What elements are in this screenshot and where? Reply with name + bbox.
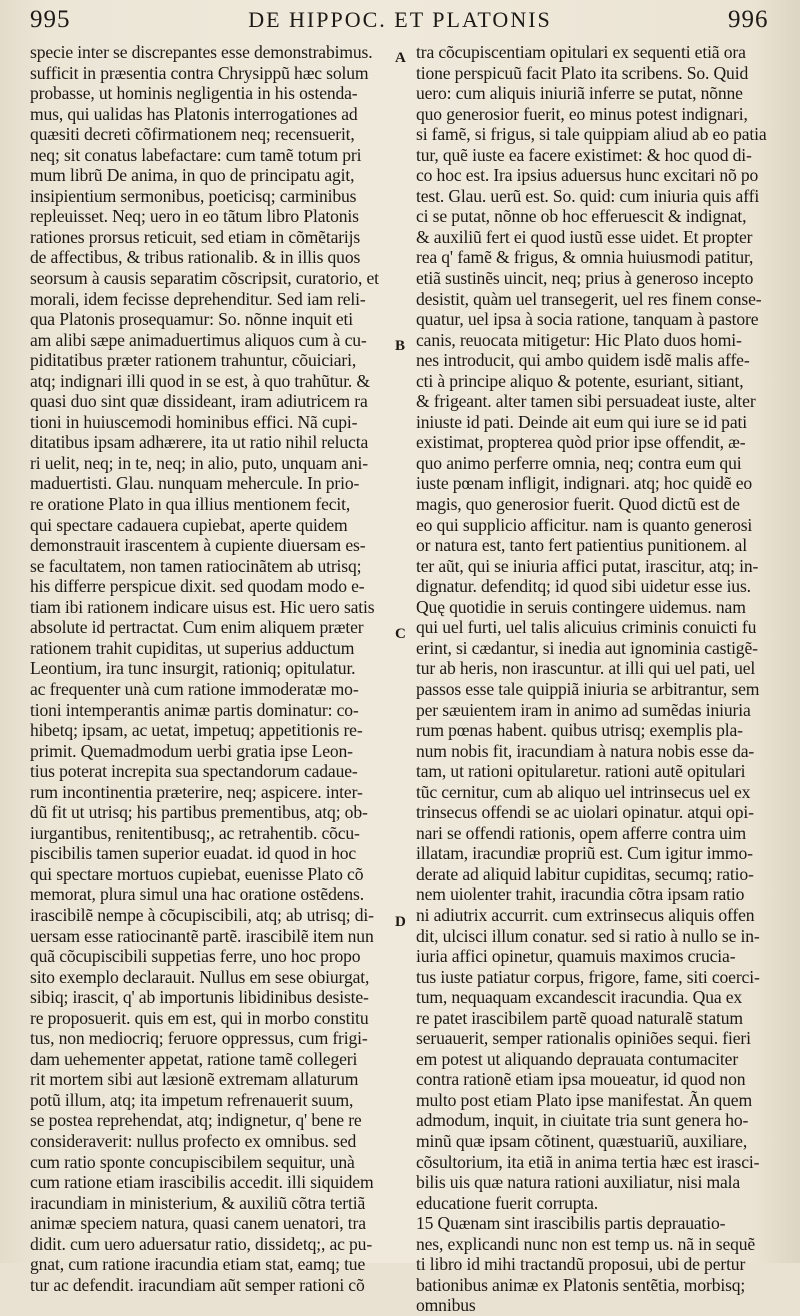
- text-line: derate ad aliquid labitur cupiditas, secumq; ratio-: [416, 863, 754, 884]
- text-line: ci se putat, nõnne ob hoc efferuescit & indignat,: [416, 206, 747, 227]
- left-page-number: 995: [30, 6, 71, 33]
- text-line: bationibus animæ ex Platonis sentẽtia, morbisq;: [416, 1274, 746, 1295]
- text-line: se postea reprehendat, atq; indignetur, q' bene re: [30, 1110, 362, 1131]
- text-line: qui spectare mortuos cupiebat, euenisse Plato cõ: [30, 863, 364, 884]
- text-line: gnat, cum ratione iracundia etiam stat, eamq; tue: [30, 1254, 366, 1275]
- text-line: seruauerit, semper rationalis opiniões sequi. fieri: [416, 1028, 751, 1049]
- text-line: Leontium, ira tunc insurgit, rationiq; opitulatur.: [30, 658, 356, 679]
- text-line: ac frequenter unà cum ratione immoderatæ mo-: [30, 678, 359, 699]
- text-line: qua Platonis prosequamur: So. nõnne inquit eti: [30, 309, 353, 330]
- text-line: tũc cernitur, cum ab aliquo uel intrinsecus uel ex: [416, 781, 751, 802]
- text-line: iuria affici opinetur, quamuis maximos crucia-: [416, 946, 736, 967]
- text-line: & frigeant. alter tamen sibi persuadeat iuste, alter: [416, 391, 756, 412]
- text-line: dũ fit ut utrisq; his partibus prementibus, atq; ob-: [30, 802, 368, 823]
- right-text-column: [416, 42, 778, 1316]
- text-line: animæ speciem natura, quasi canem uenatori, tra: [30, 1213, 366, 1234]
- text-line: rea q' famẽ & frigus, & omnia huiusmodi patitur,: [416, 247, 754, 268]
- text-line: repleuisset. Neq; uero in eo tãtum libro Platonis: [30, 206, 359, 227]
- text-line: sito exemplo declarauit. Nullus em sese obiurgat,: [30, 966, 370, 987]
- margin-marker-a: A: [395, 50, 406, 66]
- text-line: ti libro id mihi tractandũ proposui, ubi de pertur: [416, 1254, 746, 1275]
- text-line: educatione fuerit corrupta.: [416, 1192, 599, 1213]
- text-line: nes introducit, qui ambo quidem isdẽ malis affe-: [416, 350, 750, 371]
- text-line: trinsecus offendi se ac uiolari opinatur. atqui opi-: [416, 802, 754, 823]
- text-line: ditatibus ipsam adhærere, ita ut ratio nihil relucta: [30, 432, 369, 453]
- text-line: bilis uis quæ natura rationi auxiliatur, nisi mala: [416, 1172, 741, 1193]
- text-line: Quę quotidie in seruis contingere uidemus. nam: [416, 596, 746, 617]
- text-line: per sæuientem iram in animo ad sumẽdas iniuria: [416, 699, 751, 720]
- text-line: erint, si cædantur, si inedia aut ignominia castigẽ-: [416, 637, 758, 658]
- text-line: tus iuste patiatur corpus, frigore, fame, siti coerci-: [416, 966, 760, 987]
- text-line: iuste pœnam infligit, indignari. atq; hoc quidẽ eo: [416, 473, 752, 494]
- text-line: irascibilẽ nempe à cõcupiscibili, atq; ab utrisq; di-: [30, 904, 374, 925]
- text-line: sibiq; irascit, q' ab importunis libidinibus desiste-: [30, 987, 369, 1008]
- text-line: se facultatem, non tamen ratiocinãtem ab utrisq;: [30, 555, 362, 576]
- text-line: dam uehementer appetat, ratione tamẽ collegeri: [30, 1048, 358, 1069]
- right-page-number: 996: [728, 6, 769, 33]
- text-line: tur ac defendit. iracundiam aũt semper rationi cõ: [30, 1274, 365, 1295]
- text-line: re patet irascibilem partẽ quoad naturalẽ statum: [416, 1007, 743, 1028]
- text-line: dit, ulcisci illum conatur. sed si ratio à nullo se in-: [416, 925, 760, 946]
- text-line: rationem trahit cupiditas, ut superius adductum: [30, 637, 355, 658]
- text-line: tione perspicuũ facit Plato ita scribens. So. Quid: [416, 62, 749, 83]
- text-line: existimat, propterea quòd prior ipse offendit, æ-: [416, 432, 746, 453]
- text-line: absolute id pertractat. Cum enim aliquem præter: [30, 617, 364, 638]
- text-line: potũ illum, atq; ita impetum refrenauerit suum,: [30, 1089, 354, 1110]
- running-title: DE HIPPOC. ET PLATONIS: [248, 7, 552, 32]
- text-line: 15 Quænam sint irascibilis partis deprauatio-: [416, 1213, 726, 1234]
- text-line: de affectibus, & tribus rationalib. & in illis quos: [30, 247, 361, 268]
- text-line: si famẽ, si frigus, si tale quippiam aliud ab eo patia: [416, 124, 767, 145]
- text-line: tur ab heris, non irascuntur. at illi qui uel pati, uel: [416, 658, 756, 679]
- text-line: num nobis fit, iracundiam à natura nobis esse da-: [416, 740, 755, 761]
- margin-marker-d: D: [395, 914, 406, 930]
- text-line: am alibi sæpe animaduertimus aliquos cum à cu-: [30, 329, 367, 350]
- text-line: & auxiliũ fert ei quod iustũ esse uidet. Et propter: [416, 226, 753, 247]
- text-line: minũ quæ ipsam cõtinent, quæstuariũ, auxiliare,: [416, 1130, 748, 1151]
- text-line: iracundiam in ministerium, & auxiliũ cõtra tertiã: [30, 1192, 366, 1213]
- text-line: morali, idem fecisse deprehenditur. Sed iam reli-: [30, 288, 366, 309]
- text-line: uero: cum aliquis iniuriã inferre se putat, nõnne: [416, 83, 743, 104]
- text-line: quo generosior fuerit, eo minus potest indignari,: [416, 103, 748, 124]
- text-line: didit. cum uero aduersatur ratio, dissidetq;, ac pu-: [30, 1233, 373, 1254]
- text-line: ri uelit, neq; in te, neq; in alio, puto, unquam ani-: [30, 452, 368, 473]
- text-line: ni adiutrix accurrit. cum extrinsecus aliquis offen: [416, 904, 755, 925]
- text-line: tam, ut rationi opitularetur. rationi autẽ opitulari: [416, 761, 746, 782]
- text-line: qui spectare cadauera cupiebat, aperte quidem: [30, 514, 348, 535]
- text-line: hibetq; ipsam, ac uetat, impetuq; appetitionis re-: [30, 720, 363, 741]
- text-line: re oratione Plato in qua illius mentionem fecit,: [30, 494, 351, 515]
- text-line: tioni in huiuscemodi hominibus effici. Nã cupi-: [30, 411, 358, 432]
- text-line: iurgantibus, renitentibusq;, ac retrahentib. cõcu-: [30, 822, 360, 843]
- text-line: demonstrauit irascentem à cupiente diuersam es-: [30, 535, 366, 556]
- text-line: iniuste id pati. Deinde ait eum qui iure se id pati: [416, 411, 747, 432]
- text-line: qui uel furti, uel talis alicuius criminis conuicti fu: [416, 617, 757, 638]
- text-line: re proposuerit. quis em est, qui in morbo constitu: [30, 1007, 369, 1028]
- text-line: canis, reuocata mitigetur: Hic Plato duos homi-: [416, 329, 742, 350]
- text-line: omnibus: [416, 1295, 476, 1316]
- text-line: co hoc est. Ira ipsius aduersus hunc excitari nõ po: [416, 165, 759, 186]
- text-line: tra cõcupiscentiam opitulari ex sequenti etiã ora: [416, 42, 746, 62]
- text-line: atq; indignari illi quod in se est, à quo trahũtur. &: [30, 370, 370, 391]
- left-text-column: [30, 42, 390, 1295]
- text-line: test. Glau. uerũ est. So. quid: cum iniuria quis affi: [416, 185, 760, 206]
- margin-marker-c: C: [395, 626, 406, 642]
- text-line: contra rationẽ etiam ipsa moueatur, id quod non: [416, 1069, 746, 1090]
- text-line: or natura est, tanto fert patientius punitionem. al: [416, 535, 747, 556]
- text-line: maduertisti. Glau. nunquam mehercule. In prio-: [30, 473, 360, 494]
- text-line: his differre perspicue dixit. sed quodam modo e-: [30, 576, 365, 597]
- text-line: cum ratione etiam irascibilis accedit. illi siquidem: [30, 1172, 374, 1193]
- text-line: rum incontinentia præterire, neq; aspicere. inter-: [30, 781, 363, 802]
- text-line: memorat, plura simul una hac oratione ostẽdens.: [30, 884, 364, 905]
- text-line: multo post etiam Plato ipse manifestat. Ãn quem: [416, 1089, 752, 1110]
- text-line: tus, non mediocriq; feruore oppressus, cum frigi-: [30, 1028, 368, 1049]
- text-line: specie inter se discrepantes esse demonstrabimus.: [30, 42, 373, 62]
- text-line: cum ratio sponte concupiscibilem sequitur, unà: [30, 1151, 355, 1172]
- text-line: quatur, uel ipsa à socia ratione, tanquam à pastore: [416, 309, 759, 330]
- text-line: nari se offendi rationis, opem afferre contra uim: [416, 822, 747, 843]
- text-line: primit. Quemadmodum uerbi gratia ipse Leon-: [30, 740, 353, 761]
- text-line: nem uiolenter trahit, iracundia cõtra ipsam ratio: [416, 884, 745, 905]
- text-line: etiã sustinẽs uincit, neq; prius à generoso incepto: [416, 268, 754, 289]
- text-line: magis, quo generosior fuerit. Quod dictũ est de: [416, 494, 740, 515]
- text-line: nes, explicandi nunc non est temp us. nã in sequẽ: [416, 1233, 756, 1254]
- text-line: insipientium sermonibus, poeticisq; carminibus: [30, 185, 357, 206]
- text-line: mum librũ De anima, in quo de principatu agit,: [30, 165, 355, 186]
- text-line: sufficit in præsentia contra Chrysippũ hæc solum: [30, 62, 369, 83]
- text-line: quæsiti decreti cõfirmationem neq; recensuerit,: [30, 124, 355, 145]
- text-line: rum pœnas habent. quibus utrisq; exemplis pla-: [416, 720, 743, 741]
- text-line: mus, qui ualidas has Platonis interrogationes ad: [30, 103, 358, 124]
- text-line: uersam esse ratiocinantẽ partẽ. irascibilẽ item nun: [30, 925, 374, 946]
- text-line: tur, quẽ iuste ea facere existimet: & hoc quod di-: [416, 144, 752, 165]
- text-line: quo animo perferre omnia, neq; contra eum qui: [416, 452, 742, 473]
- text-line: tius poterat increpita sua spectandorum cadaue-: [30, 761, 358, 782]
- text-line: seorsum à causis separatim cõscripsit, curatorio, et: [30, 268, 379, 289]
- text-line: tiam ibi rationem indicare uisus est. Hic uero satis: [30, 596, 375, 617]
- text-line: rationes prorsus reticuit, sed etiam in cõmẽtarijs: [30, 226, 361, 247]
- text-line: passos esse tale quippiã iniuria se arbitrantur, sem: [416, 678, 760, 699]
- text-line: em potest ut aliquando deprauata contumaciter: [416, 1048, 739, 1069]
- text-line: eo qui supplicio afficitur. nam is quanto generosi: [416, 514, 753, 535]
- text-line: desistit, quàm uel transegerit, uel res finem conse-: [416, 288, 762, 309]
- text-line: dignatur. defenditq; id quod sibi uidetur esse ius.: [416, 576, 751, 597]
- text-line: piditatibus præter rationem trahuntur, cõuiciari,: [30, 350, 357, 371]
- text-line: illatam, iracundiæ propriũ est. Cum igitur immo-: [416, 843, 753, 864]
- text-line: quasi duo sint quæ dissideant, iram adiutricem ra: [30, 391, 368, 412]
- margin-marker-b: B: [395, 338, 406, 354]
- text-line: cti à principe aliquo & potente, esuriant, sitiant,: [416, 370, 744, 391]
- text-line: tum, nequaquam excandescit iracundia. Qua ex: [416, 987, 743, 1008]
- text-line: piscibilis tamen superior euadat. id quod in hoc: [30, 843, 357, 864]
- text-line: consideraverit: nullus profecto ex omnibus. sed: [30, 1130, 357, 1151]
- text-line: rit mortem sibi aut læsionẽ extremam allaturum: [30, 1069, 359, 1090]
- text-line: probasse, ut hominis negligentia in his ostenda-: [30, 83, 358, 104]
- text-line: cõsultorium, ita etiã in anima tertia hæc est irasci-: [416, 1151, 760, 1172]
- text-line: quã cõcupiscibili suppetias ferre, uno hoc propo: [30, 946, 361, 967]
- text-line: neq; sit conatus labefactare: cum tamẽ totum pri: [30, 144, 362, 165]
- text-line: tioni intemperantis animæ partis dominatur: co-: [30, 699, 359, 720]
- text-line: ter aũt, qui se iniuria affici putat, irascitur, atq; in-: [416, 555, 759, 576]
- text-line: admodum, inquit, in ciuitate tria sunt genera ho-: [416, 1110, 749, 1131]
